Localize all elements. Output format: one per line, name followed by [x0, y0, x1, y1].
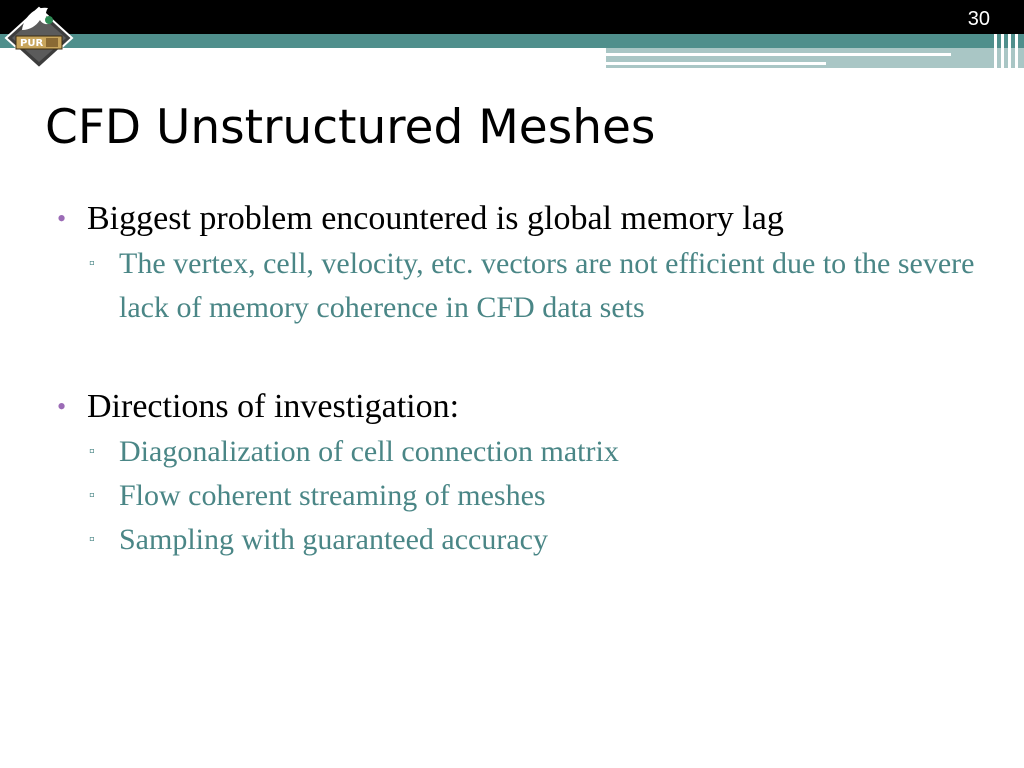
square-bullet-icon: ▫: [89, 487, 95, 504]
sub-bullet-text: Sampling with guaranteed accuracy: [119, 523, 548, 556]
slide-body: [57, 196, 997, 562]
sub-bullet-item: [57, 430, 997, 474]
sub-bullet-item: [57, 474, 997, 518]
sub-bullet-text: Diagonalization of cell connection matrix: [119, 435, 619, 468]
sub-bullet-text: The vertex, cell, velocity, etc. vectors are not efficient due to the severe lack of memory coherence in CFD data sets: [119, 247, 975, 324]
bullet-item: [57, 196, 997, 242]
slide-number: 30: [967, 8, 990, 30]
header-light-band: [606, 48, 1024, 68]
sub-bullet-text: Flow coherent streaming of meshes: [119, 479, 546, 512]
sub-bullet-item: [57, 242, 997, 330]
header-accent-band: [0, 34, 1024, 48]
header-bar: [0, 0, 1024, 34]
bullet-dot-icon: •: [57, 392, 67, 421]
square-bullet-icon: ▫: [89, 255, 95, 272]
sub-bullet-item: [57, 518, 997, 562]
square-bullet-icon: ▫: [89, 443, 95, 460]
header-stripes: [990, 34, 1024, 68]
header-divider-line: [606, 53, 951, 56]
bullet-text: Biggest problem encountered is global memory lag: [87, 200, 784, 237]
bullet-dot-icon: •: [57, 204, 67, 233]
svg-text:PUR: PUR: [20, 38, 44, 49]
purdue-logo-icon: [2, 0, 76, 70]
bullet-item: [57, 384, 997, 430]
bullet-text: Directions of investigation:: [87, 388, 460, 425]
header-divider-line: [606, 62, 826, 65]
square-bullet-icon: ▫: [89, 531, 95, 548]
slide-title: CFD Unstructured Meshes: [45, 100, 656, 155]
